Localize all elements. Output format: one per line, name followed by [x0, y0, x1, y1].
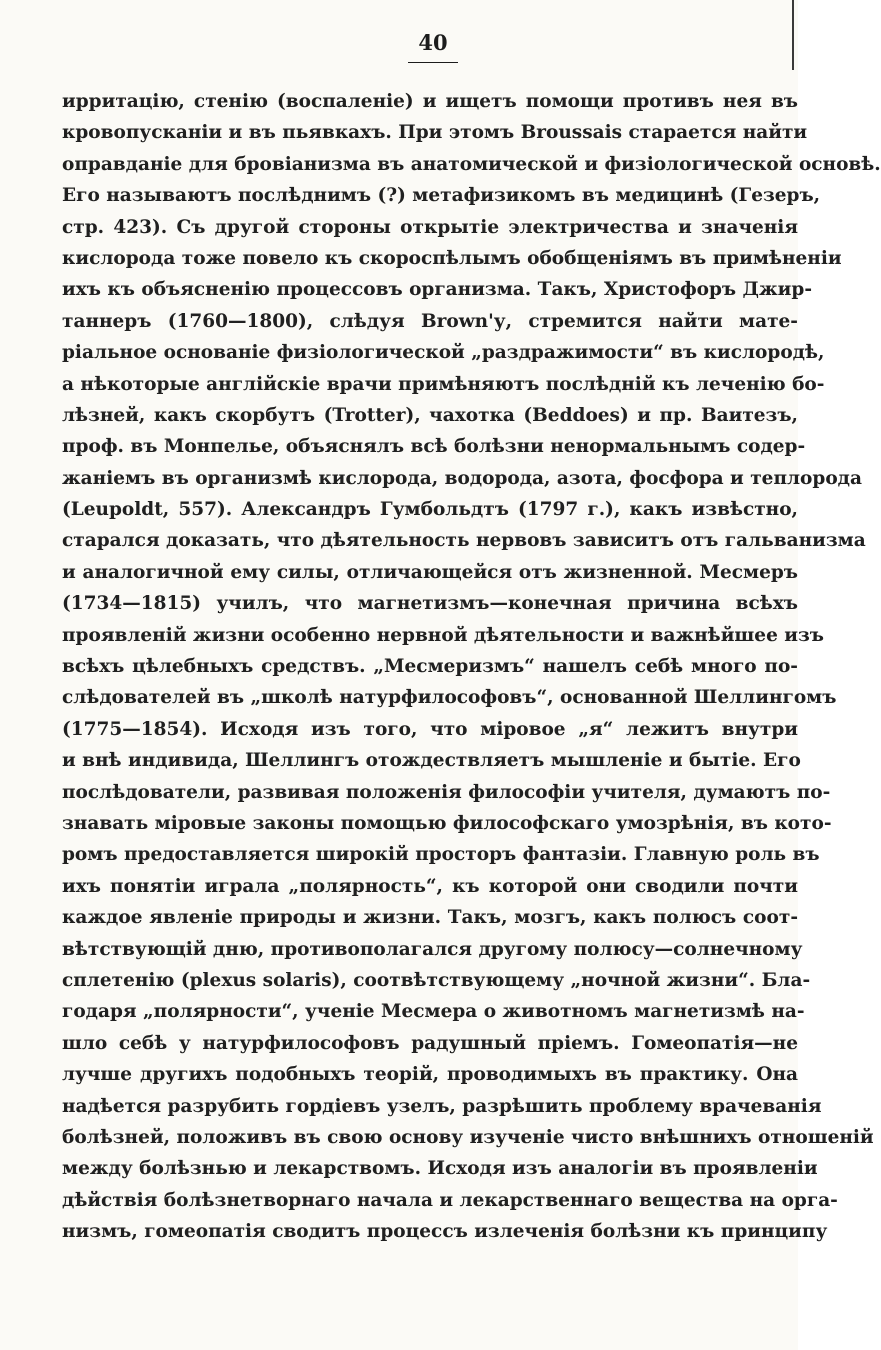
text-line: проявленій жизни особенно нервной дѣятельности и важнѣйшее изъ: [62, 624, 824, 646]
text-line: а нѣкоторые англійскіе врачи примѣняютъ послѣдній къ леченію бо-: [62, 373, 825, 395]
text-line: старался доказать, что дѣятельность нервовъ зависитъ отъ гальванизма: [62, 530, 866, 552]
text-line: болѣзней, положивъ въ свою основу изученіе чисто внѣшнихъ отношеній: [62, 1126, 874, 1148]
text-line: ихъ къ объясненію процессовъ организма. Такъ, Христофоръ Джир-: [62, 279, 812, 301]
text-line: дѣйствія болѣзнетворнаго начала и лекарственнаго вещества на орга-: [62, 1189, 838, 1211]
text-line: каждое явленіе природы и жизни. Такъ, мозгъ, какъ полюсъ соот-: [62, 907, 798, 929]
text-line: ромъ предоставляется широкій просторъ фантазіи. Главную роль въ: [62, 844, 820, 866]
page-number: 40: [418, 30, 448, 55]
text-line: (1734—1815) училъ, что магнетизмъ—конечная причина всѣхъ: [62, 593, 798, 615]
text-line: лучше другихъ подобныхъ теорій, проводимыхъ въ практику. Она: [62, 1064, 798, 1086]
text-line: ихъ понятіи играла „полярность“, къ которой они сводили почти: [62, 875, 798, 897]
text-line: (1775—1854). Исходя изъ того, что міровое „я“ лежитъ внутри: [62, 718, 798, 740]
text-line: (Leupoldt, 557). Александръ Гумбольдтъ (1797 г.), какъ извѣстно,: [62, 499, 798, 521]
text-line: вѣтствующій дню, противополагался другому полюсу—солнечному: [62, 938, 803, 960]
text-line: шло себѣ у натурфилософовъ радушный пріемъ. Гомеопатія—не: [62, 1032, 798, 1054]
text-line: оправданіе для бровіанизма въ анатомической и физіологической основѣ.: [62, 153, 881, 175]
text-line: кислорода тоже повело къ скороспѣлымъ обобщеніямъ въ примѣненіи: [62, 247, 842, 269]
text-line: низмъ, гомеопатія сводитъ процессъ излеченія болѣзни къ принципу: [62, 1221, 828, 1243]
text-line: проф. въ Монпелье, объяснялъ всѣ болѣзни ненормальнымъ содер-: [62, 436, 806, 458]
text-line: и аналогичной ему силы, отличающейся отъ жизненной. Месмеръ: [62, 561, 798, 583]
page-edge-line: [792, 0, 794, 70]
text-line: ріальное основаніе физіологической „раздражимости“ въ кислородѣ,: [62, 342, 825, 364]
text-line: лѣзней, какъ скорбутъ (Trotter), чахотка (Beddoes) и пр. Ваитезъ,: [62, 404, 798, 426]
text-line: кровопусканіи и въ пьявкахъ. При этомъ Broussais старается найти: [62, 122, 808, 144]
page-number-underline: [408, 62, 458, 63]
text-line: ирритацію, стенію (воспаленіе) и ищетъ помощи противъ нея въ: [62, 91, 798, 112]
text-line: годаря „полярности“, ученіе Месмера о животномъ магнетизмѣ на-: [62, 1001, 805, 1023]
text-line: между болѣзнью и лекарствомъ. Исходя изъ аналогіи въ проявленіи: [62, 1158, 818, 1180]
text-line: послѣдователи, развивая положенія философіи учителя, думаютъ по-: [62, 781, 831, 803]
text-line: стр. 423). Съ другой стороны открытіе электричества и значенія: [62, 216, 798, 238]
text-line: знавать міровые законы помощью философскаго умозрѣнія, въ кото-: [62, 812, 832, 834]
text-line: надѣется разрубить гордіевъ узелъ, разрѣшить проблему врачеванія: [62, 1095, 822, 1117]
text-line: жаніемъ въ организмѣ кислорода, водорода, азота, фосфора и теплорода: [62, 467, 862, 489]
text-line: Его называютъ послѣднимъ (?) метафизикомъ въ медицинѣ (Гезеръ,: [62, 185, 821, 207]
text-line: всѣхъ цѣлебныхъ средствъ. „Месмеризмъ“ нашелъ себѣ много по-: [62, 656, 798, 678]
text-line: и внѣ индивида, Шеллингъ отождествляетъ мышленіе и бытіе. Его: [62, 750, 801, 772]
text-line: таннеръ (1760—1800), слѣдуя Brown'у, стремится найти мате-: [62, 310, 798, 332]
body-text: [62, 86, 881, 1247]
text-line: слѣдователей въ „школѣ натурфилософовъ“, основанной Шеллингомъ: [62, 687, 837, 709]
text-line: сплетенію (plexus solaris), соотвѣтствующему „ночной жизни“. Бла-: [62, 969, 811, 991]
